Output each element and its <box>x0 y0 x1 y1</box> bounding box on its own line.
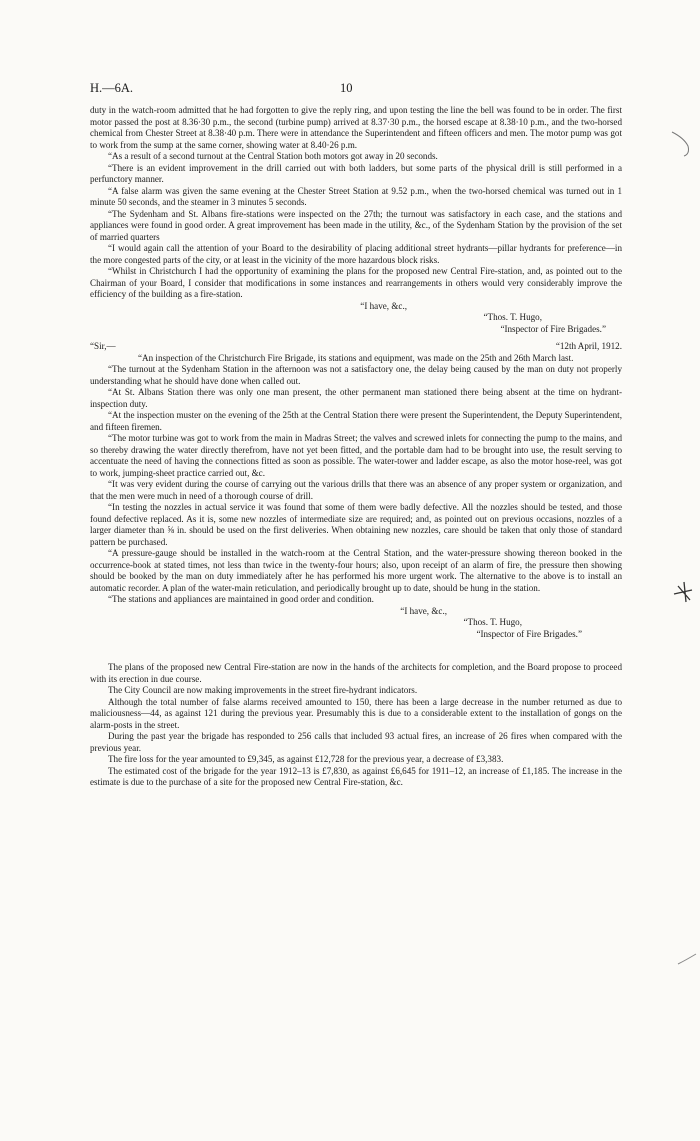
paragraph: The City Council are now making improvements in the street fire-hydrant indicators. <box>108 685 418 695</box>
closing: “I have, &c., <box>400 605 447 616</box>
letter-date: “12th April, 1912. <box>555 341 622 351</box>
paragraph: “A pressure-gauge should be installed in the watch-room at the Central Station, and the water-pressure showing thereon booked in the occurrence-book at stated times, not less than twice in the twenty-four hours; also, upon receipt of an alarm of fire, the pressure then showing should be booked by the man on duty immediately after he has performed his more urgent work. The alternative to the above is to install an automatic recorder. A plan of the water-main reticulation, and periodically brought up to date, should be hung in the station. <box>90 548 622 593</box>
margin-mark-icon <box>668 128 694 158</box>
paragraph: The plans of the proposed new Central Fire-station are now in the hands of the architects for completion, and the Board propose to proceed with its erection in due course. <box>90 662 622 684</box>
paragraph: “The motor turbine was got to work from the main in Madras Street; the valves and screwed inlets for connecting the pump to the mains, and so thereby drawing the water directly therefrom, have not yet been fitted, and the portable dam had to be brought into use, the result serving to accentuate the need of having the connections fitted as soon as possible. The water-tower and ladder escape, as also the motor hose-reel, was got to work, jumping-sheet practice carried out, &c. <box>90 433 622 478</box>
paragraph: duty in the watch-room admitted that he had forgotten to give the reply ring, and upon testing the line the bell was found to be in order. The first motor passed the post at 8.36·30 p.m., the second (turbine pump) arrived at 8.37·30 p.m., the horsed escape at 8.38·10 p.m., and the two-horsed chemical from Chester Street at 8.38·40 p.m. There were in attendance the Superintendent and fifteen officers and men. The motor pump was got to work from the sump at the same corner, showing water at 8.40·26 p.m. <box>90 105 622 150</box>
document-reference: H.—6A. <box>90 81 134 95</box>
margin-tick-icon <box>676 950 698 972</box>
paragraph: “As a result of a second turnout at the Central Station both motors got away in 20 seconds. <box>108 151 438 161</box>
paragraph: During the past year the brigade has responded to 256 calls that included 93 actual fires, an increase of 26 fires when compared with the previous year. <box>90 731 622 753</box>
report-2 <box>90 341 622 640</box>
paragraph: Although the total number of false alarms received amounted to 150, there has been a large decrease in the number returned as due to maliciousness—44, as against 121 during the previous year. Presumably this is due to a considerable extent to the installation of gongs on the alarm-posts in the street. <box>90 696 622 730</box>
paragraph: “The turnout at the Sydenham Station in the afternoon was not a satisfactory one, the delay being caused by the man on duty not properly understanding what he should have done when called out. <box>90 364 622 386</box>
report-1 <box>90 105 622 335</box>
paragraph: The fire loss for the year amounted to £9,345, as against £12,728 for the previous year, a decrease of £3,383. <box>108 754 504 764</box>
salutation: “Sir,— <box>90 341 116 351</box>
signature: “Thos. T. Hugo, <box>463 617 522 627</box>
paragraph: “An inspection of the Christchurch Fire Brigade, its stations and equipment, was made on the 25th and 26th March last. <box>138 352 574 363</box>
signatory-title: “Inspector of Fire Brigades.” <box>500 323 606 334</box>
paragraph: “A false alarm was given the same evening at the Chester Street Station at 9.52 p.m., when the two-horsed chemical was turned out in 1 minute 50 seconds, and the steamer in 3 minutes 5 seconds. <box>90 185 622 207</box>
paragraph: “At St. Albans Station there was only one man present, the other permanent man stationed there being absent at the time on hydrant-inspection duty. <box>90 387 622 409</box>
annual-summary <box>90 662 622 789</box>
paragraph: “The Sydenham and St. Albans fire-stations were inspected on the 27th; the turnout was satisfactory in each case, and the stations and appliances were found in good order. A great improvement has been made in the utility, &c., of the Sydenham Station by the provision of the set of married quarters <box>90 208 622 242</box>
paragraph: The estimated cost of the brigade for the year 1912–13 is £7,830, as against £6,645 for 1911–12, an increase of £1,185. The increase in the estimate is due to the purchase of a site for the proposed new Central Fire-station, &c. <box>90 765 622 787</box>
paragraph: “I would again call the attention of your Board to the desirability of placing additional street hydrants—pillar hydrants for preference—in the more congested parts of the city, or at least in the vicinity of the more hazardous block risks. <box>90 243 622 265</box>
signatory-title: “Inspector of Fire Brigades.” <box>476 628 582 639</box>
signature: “Thos. T. Hugo, <box>483 312 542 322</box>
paragraph: “At the inspection muster on the evening of the 25th at the Central Station there were present the Superintendent, the Deputy Superintendent, and fifteen firemen. <box>90 410 622 432</box>
paragraph: “In testing the nozzles in actual service it was found that some of them were badly defective. All the nozzles should be tested, and those found defective replaced. As it is, some new nozzles of intermediate size are required; and, as pointed out on previous occasions, nozzles of a larger diameter than ⅝ in. should be used on the first deliveries. When obtaining new nozzles, care should be taken that only those of standard pattern be purchased. <box>90 502 622 547</box>
paragraph: “The stations and appliances are maintained in good order and condition. <box>108 594 374 604</box>
closing: “I have, &c., <box>360 300 407 311</box>
margin-cross-icon <box>672 580 696 604</box>
paragraph: “Whilst in Christchurch I had the opportunity of examining the plans for the proposed new Central Fire-station, and, as pointed out to the Chairman of your Board, I consider that modifications in some instances and rearrangements in others would very considerably improve the efficiency of the building as a fire-station. <box>90 266 622 299</box>
page-number: 10 <box>340 81 353 95</box>
paragraph: “There is an evident improvement in the drill carried out with both ladders, but some parts of the physical drill is still performed in a perfunctory manner. <box>90 162 622 184</box>
page-body <box>90 105 622 789</box>
paragraph: “It was very evident during the course of carrying out the various drills that there was an absence of any proper system or organization, and that the men were much in need of a thorough course of drill. <box>90 479 622 501</box>
